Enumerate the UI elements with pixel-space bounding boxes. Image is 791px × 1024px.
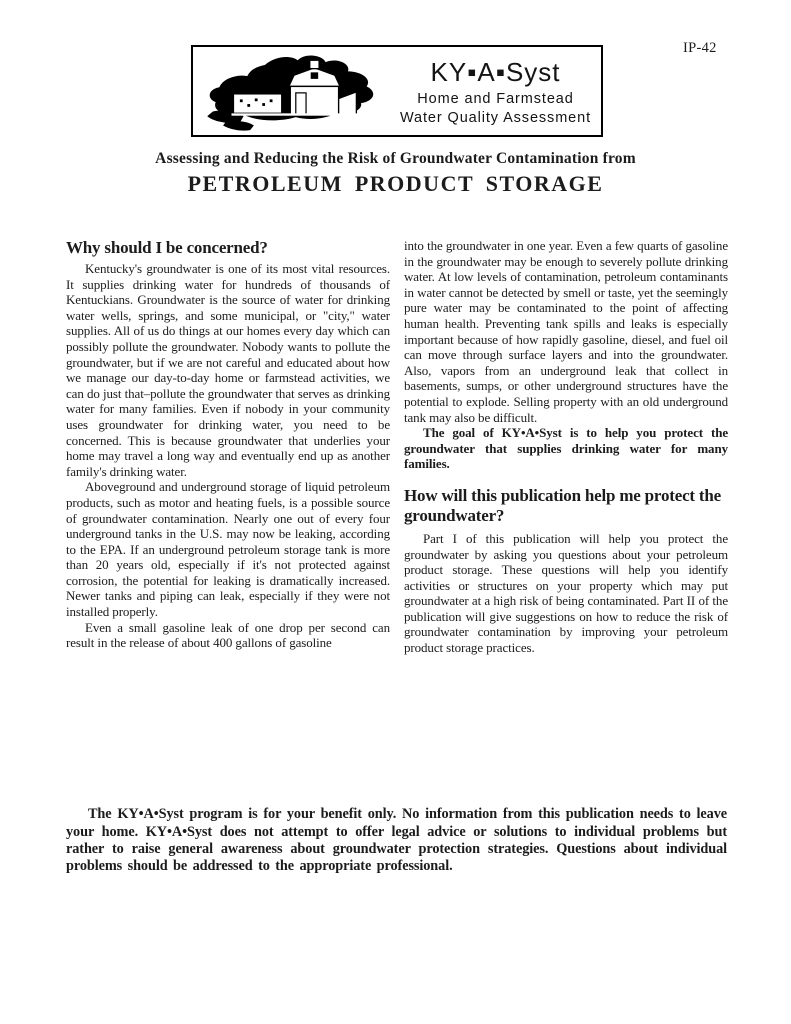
section-heading-concerned: Why should I be concerned? [66,238,268,257]
document-title: PETROLEUM PRODUCT STORAGE [187,171,604,196]
two-column-body [66,238,728,656]
section-heading-publication-help: How will this publication help me protect the groundwater? [404,485,721,525]
document-subtitle: Assessing and Reducing the Risk of Groundwater Contamination from [155,150,636,167]
logo-subtitle-line2: Water Quality Assessment [399,109,592,126]
right-column [404,238,728,656]
left-column [66,238,390,656]
body-paragraph: Aboveground and underground storage of liquid petroleum products, such as motor and heating fuels, is a possible source of groundwater contamination. Nearly one out of every four underground tanks in the U.S. may now be leaking, according to the EPA. If an underground petroleum storage tank is more than 20 years old, especially if it's not protected against corrosion, the potential for leaking is dramatically increased. Newer tanks and piping can leak, especially if they were not installed properly. [66,479,390,620]
farm-logo-icon [196,50,390,132]
logo-title: KY▪A▪Syst [430,56,561,87]
document-title-block [63,150,728,197]
publication-number: IP-42 [683,40,717,56]
logo-box [191,45,603,137]
body-paragraph: Kentucky's groundwater is one of its most vital resources. It supplies drinking water for hundreds of thousands of Kentuckians. Groundwater is the source of water for drinking water wells, springs, and some municipal, or "city," water supplies. All of us do things at our homes every day which can possibly pollute the groundwater. Nobody wants to pollute the groundwater, but if we are not careful and educated about how we manage our day-to-day home or farmstead activities, we can do just that–pollute the groundwater that serves as drinking water for many families. Even if nobody in your community uses groundwater for drinking water, you need to be concerned. This is because groundwater that underlies your home may travel a long way and eventually end up as another family's drinking water. [66,261,390,479]
body-paragraph-continuation: into the groundwater in one year. Even a few quarts of gasoline in the groundwater may be enough to severely pollute drinking water. At low levels of contamination, petroleum contaminants in water cannot be detected by smell or taste, yet the seemingly pure water may be contaminated to the point of affecting human health. Preventing tank spills and leaks is especially important because of how rapidly gasoline, diesel, and fuel oil can move through surface layers and into the groundwater. Also, vapors from an underground leak that collect in basements, sumps, or other underground structures have the potential to explode. Selling property with an old underground tank may also be difficult. [404,238,728,425]
logo-text [390,57,601,126]
disclaimer-paragraph: The KY•A•Syst program is for your benefit only. No information from this publication needs to leave your home. KY•A•Syst does not attempt to offer legal advice or solutions to individual problems but rather to raise general awareness about groundwater protection strategies. Questions about individual problems should be addressed to the appropriate professional. [66,806,727,874]
body-paragraph: Even a small gasoline leak of one drop per second can result in the release of about 400 gallons of gasoline [66,619,390,651]
goal-paragraph: The goal of KY•A•Syst is to help you protect the groundwater that supplies drinking water for many families. [404,425,728,472]
logo-subtitle-line1: Home and Farmstead [417,90,574,107]
body-paragraph: Part I of this publication will help you protect the groundwater by asking you questions about your petroleum product storage. These questions will help you identify activities or structures on your property which may put groundwater at a high risk of being contaminated. Part II of the publication will give suggestions on how to reduce the risk of groundwater contamination by improving your petroleum product storage practices. [404,530,728,656]
